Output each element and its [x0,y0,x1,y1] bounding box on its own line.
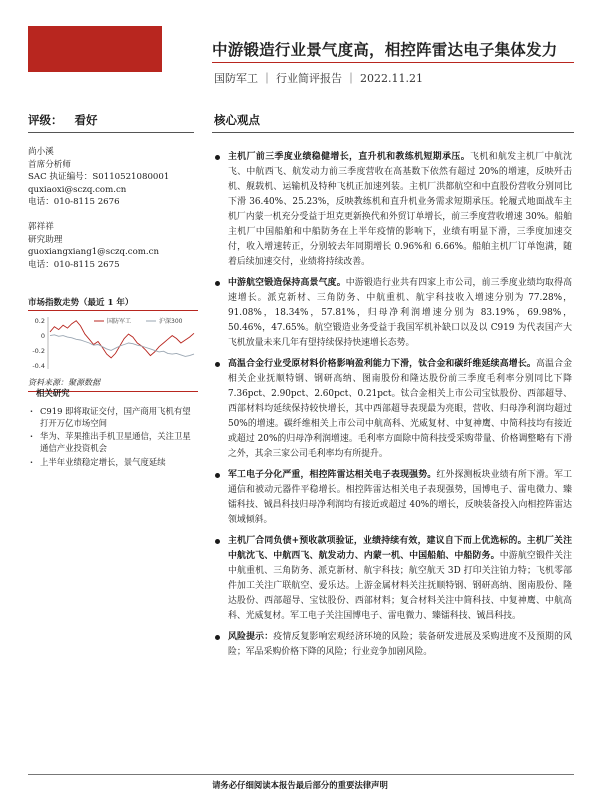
bullet-icon [215,635,220,640]
chart-series-line [50,335,194,357]
bullet-icon [215,155,220,160]
view-point-lead: 高温合金行业受原材料价格影响盈利能力下滑，钛合金和碳纤维延续高增长。 [228,359,536,369]
view-point [214,630,572,660]
analyst-name: 郭祥祥 [28,221,54,232]
chart-y-tick-label: 0 [40,332,45,341]
view-point [214,150,572,270]
bullet-icon [215,281,220,286]
chart-y-tick-label: -0.4 [32,361,45,370]
view-point [214,534,572,624]
related-research-item[interactable]: · C919 即将取证交付，国产商用飞机有望打开万亿市场空间 [28,406,198,430]
rating-value: 看好 [74,113,98,127]
view-point [214,468,572,528]
view-point-body: 飞机和航发主机厂中航沈飞、中航西飞、航发动力前三季度营收在高基数下依然有超过 20%的增速，反映歼击机、舰载机、运输机及特种飞机正加速列装。主机厂洪都航空和中直股份营收分别同比下滑 36.40%、25.23%，反映教练机和直升机业务需求短期承压。轮履式地面战车主机厂内蒙一机充分受益于坦克更新换代和外贸订单增长，前三季度营收增速 30%。船舶主机厂中国船舶和中船防务在上半年疫情的影响下，业绩有明显下滑，三季度加速交付，收入增速转正，分别较去年同期增长 0.96%和 6.66%。船舶主机厂订单饱满，随着后续加速交付，业绩将持续改善。 [228,152,573,267]
view-point-body: 高温合金相关企业抚顺特钢、钢研高纳、图南股份和隆达股份前三季度毛利率分别同比下降 7.36pct、2.90pct、2.60pct、0.21pct。钛合金相关上市公司宝钛股份、西部超导、西部材料均延续保持较快增长，其中西部超导表现最为亮眼，营收、归母净利润均超过 50%的增速。碳纤维相关上市公司中航高科、光威复材、中复神鹰、中简科技均有接近或超过 20%的归母净利润增速。毛利率方面除中简科技受采购带量、价格调整略有下滑之外，其余三家公司毛利率均有所提升。 [228,359,573,459]
related-research-list [28,406,198,469]
title-divider [212,62,574,63]
report-subtitle: 国防军工 ｜ 行业简评报告 ｜ 2022.11.21 [214,72,423,85]
analyst-phone: 电话：010-8115 2676 [28,197,120,208]
analyst-card [28,146,196,209]
chart-source: 资料来源：聚源数据 [28,378,100,387]
chart-y-tick-label: 0.2 [34,317,45,326]
bullet-icon [215,539,220,544]
footer-disclaimer: 请务必仔细阅读本报告最后部分的重要法律声明 [212,780,388,790]
analyst-name: 尚小溪 [28,147,54,157]
related-research [28,388,198,471]
chart-series-line [50,321,194,358]
view-point-lead: 主机厂前三季度业绩稳健增长，直升机和教练机短期承压。 [228,152,471,162]
chart-y-tick-label: -0.2 [32,346,45,355]
core-views [214,150,572,666]
analyst-license: SAC 执证编号：S0110521080001 [28,172,170,183]
brand-logo-bar [28,26,162,72]
analyst-phone: 电话：010-8115 2675 [28,259,120,270]
bullet-icon [215,473,220,478]
right-divider [212,132,574,133]
chart-title-divider [28,310,198,311]
analyst-card [28,221,196,271]
chart-title: 市场指数走势（最近 1 年） [28,298,134,308]
chart-plot [28,313,198,373]
footer-divider [28,774,574,775]
bullet-icon [215,362,220,367]
analyst-info [28,146,196,283]
analyst-email[interactable]: guoxiangxiang1@sczq.com.cn [28,247,159,258]
rating [28,112,98,128]
view-point-lead: 军工电子分化严重，相控阵雷达相关电子表现强势。 [228,470,437,480]
view-point [214,276,572,351]
related-research-item[interactable]: · 上半年业绩稳定增长，景气度延续 [28,457,198,469]
report-title: 中游锻造行业景气度高，相控阵雷达电子集体发力 [212,40,558,59]
left-divider [28,132,194,133]
rating-label: 评级： [28,113,63,127]
view-point-body: 中游航空锻件关注中航重机、三角防务、派克新材、航宇科技；航空航天 3D 打印关注铂力特；飞机零部件加工关注广联航空、爱乐达。上游金属材料关注抚顺特钢、钢研高纳、图南股份、隆达股份、西部超导、宝钛股份、西部材料；复合材料关注中简科技、中复神鹰、中航高科、光威复材。军工电子关注国博电子、雷电微力、臻镭科技、铖昌科技。 [228,551,573,621]
view-point-lead: 主机厂合同负债+预收款项验证，业绩持续有效，建议自下而上优选标的。主机厂关注中航沈飞、中航西飞、航发动力、内蒙一机、中国船舶、中船防务。 [228,536,572,561]
view-point-body: 疫情反复影响宏观经济环境的风险；装备研发进展及采购进度不及预期的风险；军品采购价格下降的风险；行业竞争加剧风险。 [228,632,573,657]
view-point-lead: 中游航空锻造保持高景气度。 [228,278,346,288]
view-point-body: 中游锻造行业共有四家上市公司，前三季度业绩均取得高速增长。派克新材、三角防务、中航重机、航宇科技收入增速分别为 77.28%，91.08%，18.34%，57.81%，归母净利润增速分别为 83.19%，69.98%，50.46%，47.65%。航空锻造业务受益于我国军机补缺口以及以 C919 为代表国产大飞机放量未来几年有望持续保持快速增长态势。 [228,278,573,348]
view-point-lead: 风险提示： [228,632,274,642]
related-research-item[interactable]: · 华为、苹果推出手机卫星通信，关注卫星通信产业投资机会 [28,431,198,455]
chart-legend-label: 沪深300 [159,318,183,325]
view-point [214,357,572,462]
analyst-email[interactable]: quxiaoxi@sczq.com.cn [28,184,127,195]
core-views-title: 核心观点 [214,113,260,127]
chart-legend-label: 国防军工 [107,318,132,325]
analyst-role: 研究助理 [28,234,63,245]
related-research-title: 相关研究 [36,388,70,398]
analyst-role: 首席分析师 [28,159,71,170]
view-point-body: 红外探测板块业绩有所下滑。军工通信和被动元器件平稳增长。相控阵雷达相关电子表现强势，国博电子、雷电微力、臻镭科技、铖昌科技归母净利润均有接近或超过 40%的增长，反映装备投入向相控阵雷达领域倾斜。 [228,470,573,525]
market-index-chart [28,296,198,392]
